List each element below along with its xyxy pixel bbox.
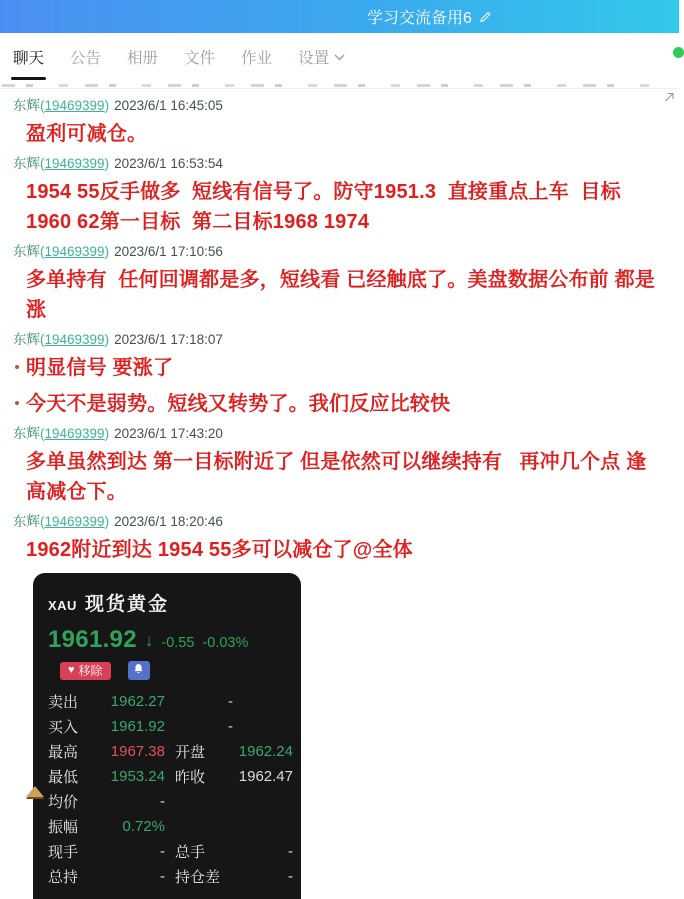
price-change-percent: -0.03% bbox=[202, 635, 249, 651]
quote-row bbox=[48, 814, 293, 839]
message-text-content: 盈利可减仓。 bbox=[26, 123, 148, 145]
message-text-content: 明显信号 要涨了 bbox=[26, 357, 174, 379]
message-text-content: 今天不是弱势。短线又转势了。我们反应比较快 bbox=[26, 393, 451, 415]
row-label-2: 开盘 bbox=[175, 744, 206, 761]
sender-id-link[interactable]: 19469399 bbox=[44, 426, 105, 441]
message-group bbox=[13, 155, 666, 237]
quote-row bbox=[48, 864, 293, 889]
tab-announcements[interactable] bbox=[70, 40, 101, 82]
sender-id-link[interactable]: 19469399 bbox=[44, 98, 105, 113]
message-text bbox=[26, 265, 666, 325]
sender-id-paren: ) bbox=[104, 98, 110, 113]
row-label-2: - bbox=[228, 718, 233, 735]
sender-id-paren: ) bbox=[104, 514, 110, 529]
row-value-2: - bbox=[288, 868, 293, 885]
message-timestamp: 2023/6/1 18:20:46 bbox=[114, 514, 223, 529]
sender-id-paren: ( bbox=[40, 514, 45, 529]
edit-title-icon[interactable] bbox=[478, 10, 492, 24]
row-label: 买入 bbox=[48, 719, 79, 736]
sender-id-link[interactable]: 19469399 bbox=[44, 332, 105, 347]
row-value: - bbox=[160, 793, 165, 810]
row-label-2: 持仓差 bbox=[175, 869, 221, 886]
tab-label: 相册 bbox=[127, 49, 159, 67]
sender-id-paren: ( bbox=[40, 426, 45, 441]
group-title-bar bbox=[0, 0, 679, 33]
row-value: 1953.24 bbox=[110, 768, 165, 785]
message-timestamp: 2023/6/1 17:43:20 bbox=[114, 426, 223, 441]
row-label-2: - bbox=[228, 693, 233, 710]
row-label: 均价 bbox=[48, 794, 79, 811]
message-group bbox=[13, 97, 666, 149]
alert-bell-button[interactable] bbox=[128, 661, 150, 680]
message-timestamp: 2023/6/1 17:18:07 bbox=[114, 332, 223, 347]
tab-label: 作业 bbox=[241, 49, 273, 67]
price-down-arrow-icon: ↓ bbox=[144, 631, 154, 650]
row-value-2: - bbox=[288, 843, 293, 860]
tab-settings[interactable] bbox=[298, 40, 345, 82]
sender-name[interactable]: 东辉 bbox=[13, 156, 40, 171]
chat-message-area[interactable] bbox=[0, 89, 679, 899]
row-label-2: 昨收 bbox=[175, 769, 206, 786]
row-value: - bbox=[160, 843, 165, 860]
sender-id-paren: ( bbox=[40, 332, 45, 347]
tab-albums[interactable] bbox=[127, 40, 158, 82]
last-price: 1961.92 bbox=[48, 626, 137, 653]
sender-id-paren: ( bbox=[40, 156, 45, 171]
message-group bbox=[13, 243, 666, 325]
tab-chat[interactable] bbox=[13, 40, 44, 82]
sender-id-link[interactable]: 19469399 bbox=[44, 156, 105, 171]
message-timestamp: 2023/6/1 16:53:54 bbox=[114, 156, 223, 171]
row-value: 1962.27 bbox=[110, 693, 165, 710]
clipped-message-top bbox=[2, 84, 663, 87]
group-title: 学习交流备用6 bbox=[367, 10, 472, 27]
chat-messages bbox=[13, 97, 666, 565]
row-value-2: 1962.24 bbox=[238, 743, 293, 760]
sender-line bbox=[13, 155, 666, 173]
sender-name[interactable]: 东辉 bbox=[13, 514, 40, 529]
row-value: - bbox=[160, 868, 165, 885]
message-text bbox=[26, 353, 666, 383]
row-value: 1961.92 bbox=[110, 718, 165, 735]
jump-arrow-icon[interactable] bbox=[663, 90, 675, 108]
green-status-dot bbox=[673, 47, 684, 58]
symbol-name: 现货黄金 bbox=[84, 594, 169, 615]
sender-id-paren: ) bbox=[104, 244, 110, 259]
message-timestamp: 2023/6/1 17:10:56 bbox=[114, 244, 223, 259]
sender-line bbox=[13, 513, 666, 531]
tab-label: 文件 bbox=[184, 49, 216, 67]
tab-label: 设置 bbox=[298, 49, 330, 67]
sender-line bbox=[13, 425, 666, 443]
tab-label: 聊天 bbox=[13, 49, 45, 67]
quote-row bbox=[48, 714, 293, 739]
row-label: 卖出 bbox=[48, 694, 79, 711]
tab-bar bbox=[0, 33, 679, 89]
quote-table bbox=[48, 689, 293, 889]
message-text bbox=[26, 119, 666, 149]
sender-line bbox=[13, 331, 666, 349]
sender-name[interactable]: 东辉 bbox=[13, 426, 40, 441]
row-value: 0.72% bbox=[122, 818, 165, 835]
quote-row bbox=[48, 789, 293, 814]
message-text-content: 1962附近到达 1954 55多可以减仓了@全体 bbox=[26, 539, 413, 561]
message-text bbox=[26, 389, 666, 419]
sender-id-paren: ) bbox=[104, 332, 110, 347]
sender-name[interactable]: 东辉 bbox=[13, 332, 40, 347]
quote-row bbox=[48, 689, 293, 714]
message-text-content: 1954 55反手做多 短线有信号了。防守1951.3 直接重点上车 目标1960 62第一目标 第二目标1968 1974 bbox=[26, 181, 621, 233]
sender-id-paren: ) bbox=[104, 426, 110, 441]
quote-row bbox=[48, 764, 293, 789]
row-label: 总持 bbox=[48, 869, 79, 886]
message-text bbox=[26, 535, 666, 565]
sender-line bbox=[13, 97, 666, 115]
message-group bbox=[13, 331, 666, 419]
message-text-content: 多单持有 任何回调都是多，短线看 已经触底了。美盘数据公布前 都是涨 bbox=[26, 269, 656, 321]
tab-label: 公告 bbox=[70, 49, 102, 67]
remove-favorite-button[interactable] bbox=[60, 662, 111, 680]
sender-id-paren: ) bbox=[104, 156, 110, 171]
symbol-code: XAU bbox=[48, 598, 77, 613]
sender-line bbox=[13, 243, 666, 261]
sender-name[interactable]: 东辉 bbox=[13, 98, 40, 113]
row-label: 最高 bbox=[48, 744, 79, 761]
price-change: -0.55 bbox=[161, 635, 195, 651]
quote-card[interactable] bbox=[33, 573, 301, 899]
row-label-2: 总手 bbox=[175, 844, 206, 861]
message-group bbox=[13, 425, 666, 507]
row-label: 振幅 bbox=[48, 819, 79, 836]
message-timestamp: 2023/6/1 16:45:05 bbox=[114, 98, 223, 113]
sender-id-link[interactable]: 19469399 bbox=[44, 514, 105, 529]
message-text-content: 多单虽然到达 第一目标附近了 但是依然可以继续持有 再冲几个点 逢高减仓下。 bbox=[26, 451, 647, 503]
sender-id-paren: ( bbox=[40, 244, 45, 259]
tab-files[interactable] bbox=[184, 40, 215, 82]
quote-row bbox=[48, 839, 293, 864]
scroll-up-indicator-icon[interactable] bbox=[26, 786, 44, 797]
message-text bbox=[26, 177, 666, 237]
quote-card-header bbox=[48, 589, 293, 616]
row-label: 现手 bbox=[48, 844, 79, 861]
sender-id-paren: ( bbox=[40, 98, 45, 113]
row-label: 最低 bbox=[48, 769, 79, 786]
row-value: 1967.38 bbox=[110, 743, 165, 760]
row-value-2: 1962.47 bbox=[238, 768, 293, 785]
chevron-down-icon bbox=[334, 48, 345, 66]
sender-name[interactable]: 东辉 bbox=[13, 244, 40, 259]
remove-button-label: 移除 bbox=[78, 664, 103, 678]
bullet-dot-icon bbox=[15, 401, 19, 405]
bullet-dot-icon bbox=[15, 365, 19, 369]
heart-icon: ♥ bbox=[68, 664, 75, 676]
bell-icon bbox=[133, 663, 144, 678]
tab-homework[interactable] bbox=[241, 40, 272, 82]
price-row bbox=[48, 626, 293, 654]
sender-id-link[interactable]: 19469399 bbox=[44, 244, 105, 259]
quote-actions bbox=[60, 661, 293, 680]
message-text bbox=[26, 447, 666, 507]
quote-row bbox=[48, 739, 293, 764]
message-group bbox=[13, 513, 666, 565]
